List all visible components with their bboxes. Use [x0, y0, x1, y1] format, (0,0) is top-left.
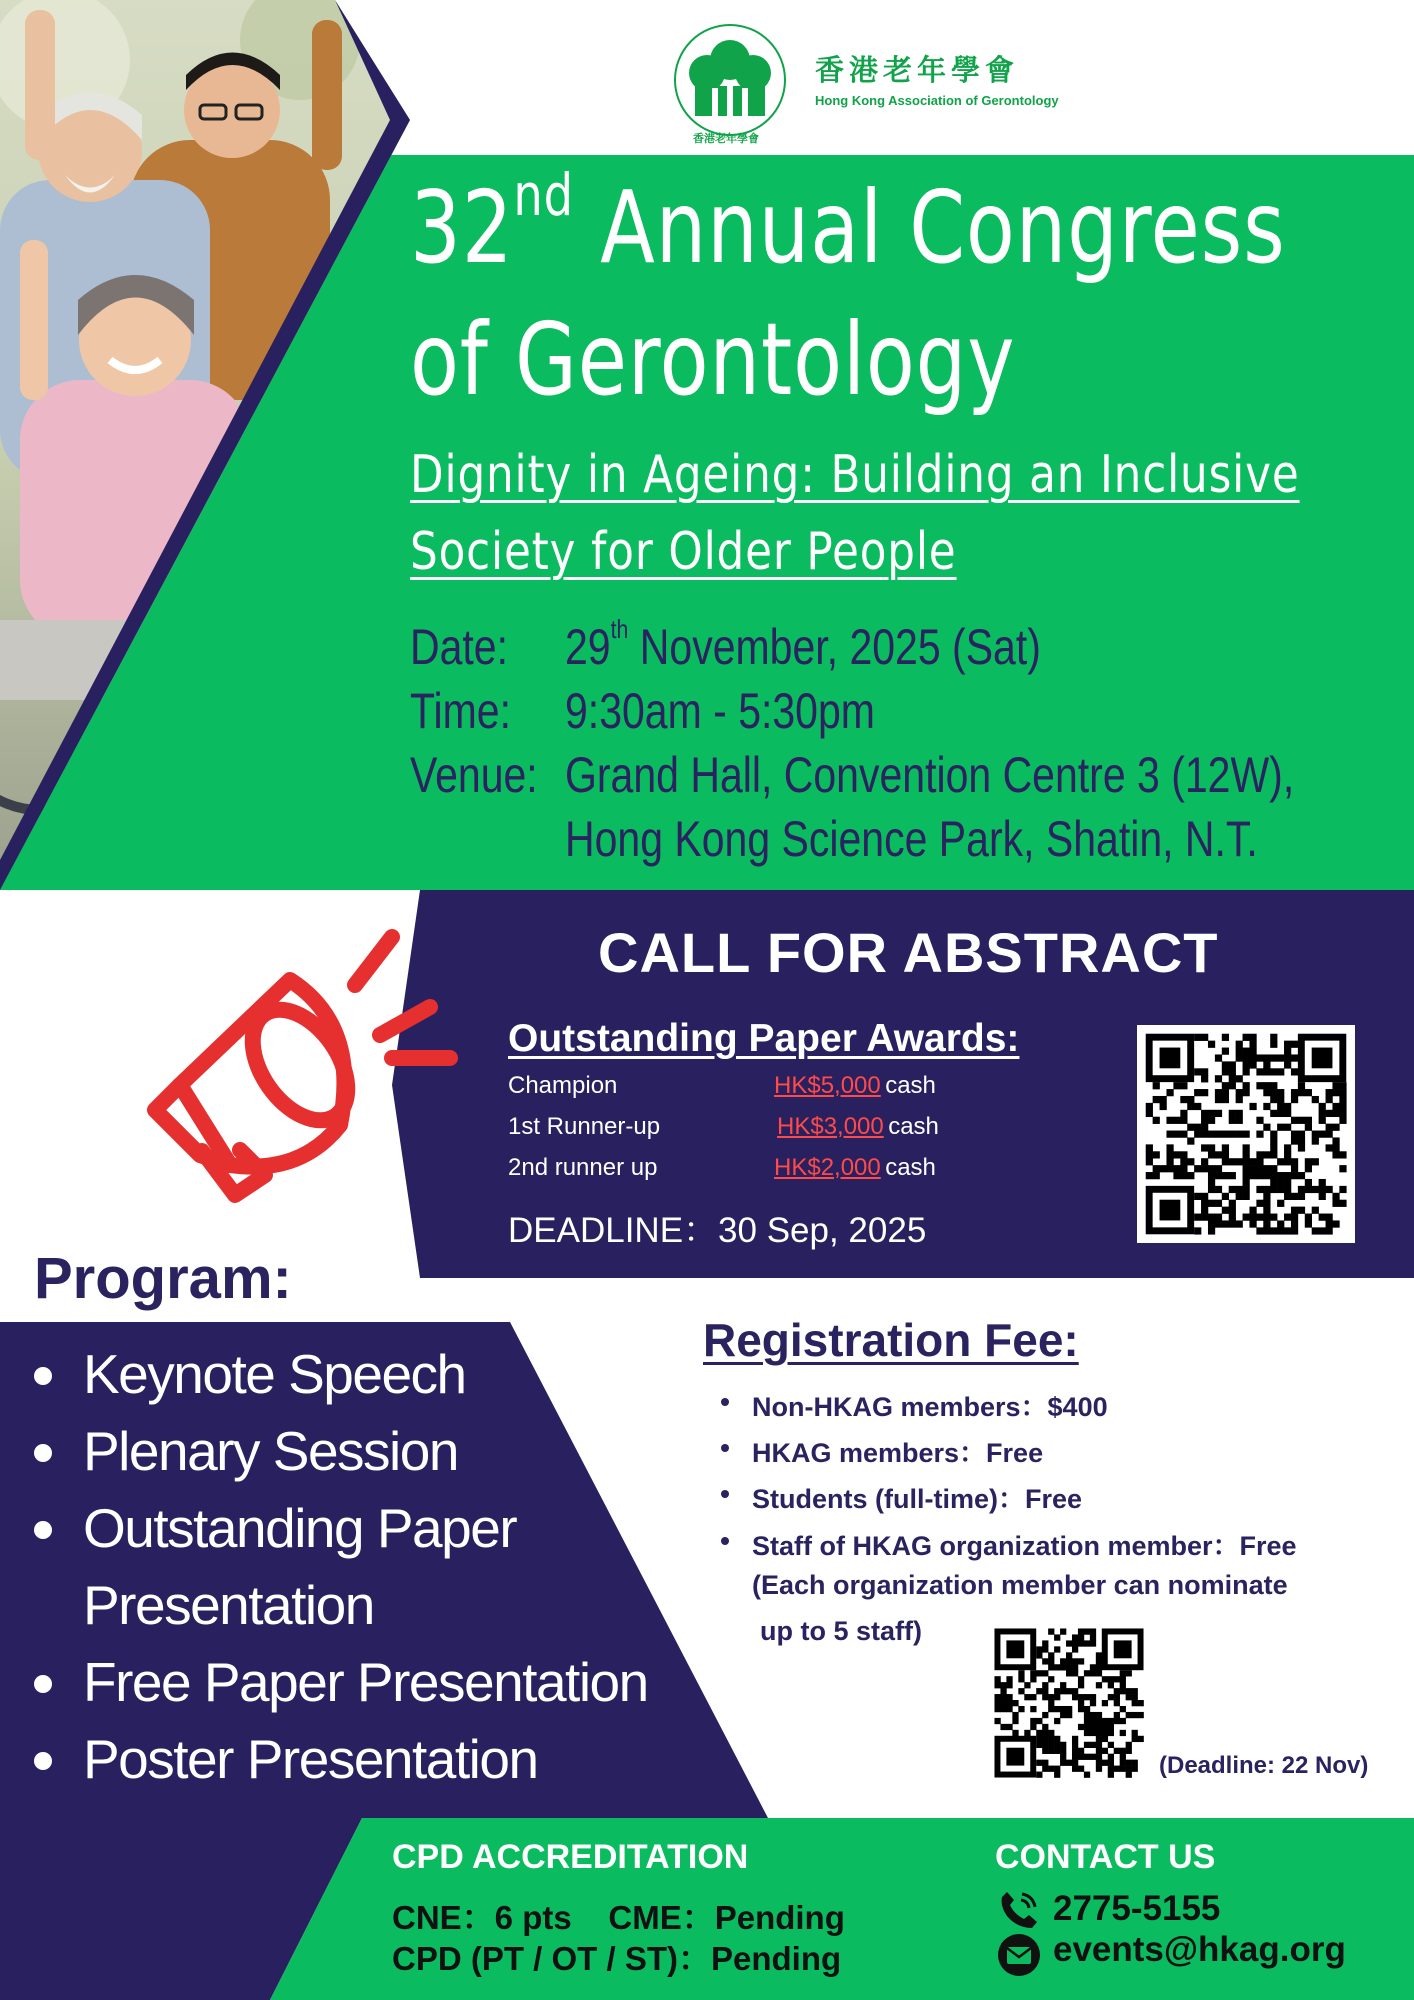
reg-bullet [721, 1537, 729, 1545]
award-unit: cash [888, 1113, 939, 1140]
time-value: 9:30am - 5:30pm [565, 683, 875, 739]
reg-item: Non-HKAG members：$400 [752, 1392, 1108, 1422]
logo-name-cn: 香港老年學會 [815, 55, 1020, 87]
reg-bullet [721, 1398, 729, 1406]
venue-label: Venue: [410, 747, 538, 803]
logo-name-en: Hong Kong Association of Gerontology [815, 93, 1059, 108]
venue-line1: Grand Hall, Convention Centre 3 (12W), [565, 747, 1295, 803]
email-icon [997, 1933, 1041, 1977]
contact-email[interactable]: events@hkag.org [1053, 1930, 1346, 1969]
award-prize [777, 1113, 939, 1141]
award-prize [774, 1072, 936, 1100]
program-item: Plenary Session [83, 1420, 458, 1482]
award-name: Champion [508, 1072, 618, 1099]
program-bullet [34, 1675, 52, 1693]
program-title: Program: [34, 1246, 292, 1311]
program-bullet [34, 1444, 52, 1462]
cpd-title: CPD ACCREDITATION [392, 1838, 749, 1876]
registration-deadline: (Deadline: 22 Nov) [1159, 1752, 1369, 1779]
title-ordinal: nd [513, 161, 574, 229]
time-label: Time: [410, 683, 511, 739]
registration-title: Registration Fee: [703, 1314, 1079, 1366]
award-name: 2nd runner up [508, 1154, 658, 1181]
program-bullet [34, 1367, 52, 1385]
contact-phone[interactable]: 2775-5155 [1053, 1889, 1221, 1928]
award-unit: cash [885, 1154, 936, 1181]
date-ordinal: th [610, 614, 629, 644]
program-bullet [34, 1521, 52, 1539]
congress-title-line2: of Gerontology [410, 301, 1016, 418]
reg-note-line1: (Each organization member can nominate [752, 1570, 1288, 1600]
logo [665, 18, 1125, 148]
theme-line1: Dignity in Ageing: Building an Inclusive [410, 445, 1300, 505]
theme-line2: Society for Older People [410, 522, 957, 582]
venue-line2: Hong Kong Science Park, Shatin, N.T. [565, 811, 1258, 867]
reg-item: Staff of HKAG organization member：Free [752, 1531, 1297, 1561]
award-name: 1st Runner-up [508, 1113, 661, 1140]
reg-bullet [721, 1444, 729, 1452]
abstract-qr-code[interactable] [1137, 1025, 1355, 1243]
award-amount: HK$2,000 [774, 1154, 881, 1181]
program-item: Presentation [83, 1574, 374, 1636]
reg-item: Students (full-time)：Free [752, 1484, 1083, 1514]
cpd-line2: CPD (PT / OT / ST)：Pending [392, 1940, 842, 1977]
award-prize [774, 1154, 936, 1182]
date-rest: November, 2025 (Sat) [639, 619, 1041, 675]
program-item: Free Paper Presentation [83, 1651, 648, 1713]
call-for-abstract-title: CALL FOR ABSTRACT [598, 921, 1219, 984]
congress-title-line1 [410, 161, 1286, 286]
abstract-deadline: DEADLINE：30 Sep, 2025 [508, 1211, 927, 1250]
registration-qr-code[interactable] [988, 1622, 1150, 1784]
megaphone-icon [140, 925, 460, 1210]
phone-icon [997, 1888, 1041, 1932]
contact-title: CONTACT US [995, 1838, 1216, 1876]
logo-emblem-icon [665, 18, 795, 148]
date-day: 29 [565, 619, 611, 675]
program-item: Outstanding Paper [83, 1497, 517, 1559]
program-bullet [34, 1752, 52, 1770]
logo-seal-caption: 香港老年學會 [693, 133, 759, 145]
award-amount: HK$5,000 [774, 1072, 881, 1099]
program-item: Poster Presentation [83, 1728, 538, 1790]
program-item: Keynote Speech [83, 1343, 466, 1405]
date-label: Date: [410, 619, 509, 675]
title-rest: Annual Congress [600, 169, 1286, 286]
awards-title: Outstanding Paper Awards: [508, 1017, 1020, 1060]
reg-note-line2: up to 5 staff) [760, 1616, 922, 1646]
award-amount: HK$3,000 [777, 1113, 884, 1140]
reg-bullet [721, 1490, 729, 1498]
reg-item: HKAG members：Free [752, 1438, 1044, 1468]
title-number: 32 [410, 169, 514, 286]
cpd-line1: CNE：6 pts CME：Pending [392, 1899, 845, 1936]
award-unit: cash [885, 1072, 936, 1099]
date-value [565, 614, 1041, 676]
